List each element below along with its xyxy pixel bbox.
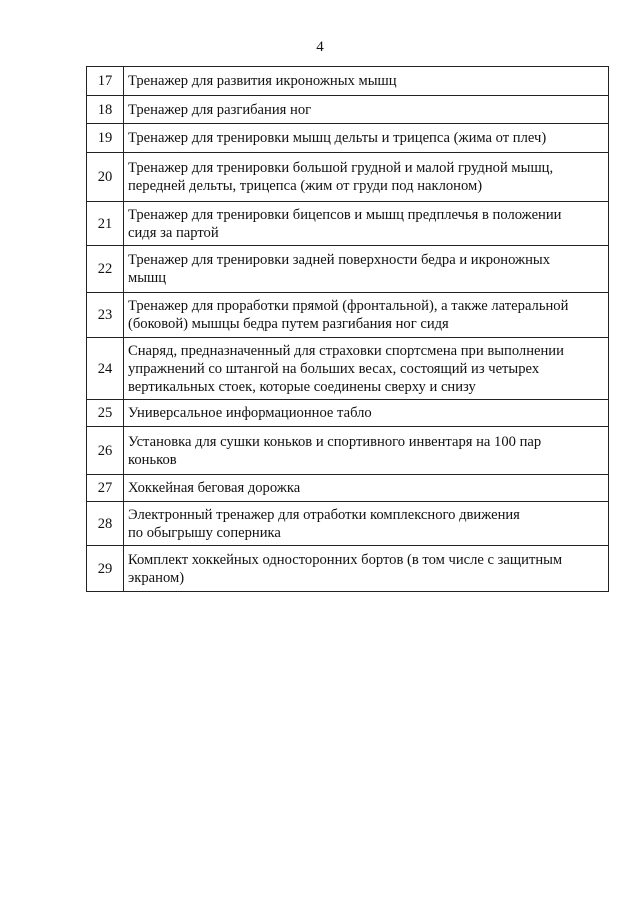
row-number: 26 <box>87 427 124 475</box>
description-line: упражнений со штангой на больших весах, состоящий из четырех <box>128 360 540 377</box>
table-row <box>87 202 609 246</box>
description-line: (боковой) мышцы бедра путем разгибания ног сидя <box>128 316 449 332</box>
equipment-description <box>124 546 609 592</box>
equipment-description <box>124 427 609 475</box>
page-number: 4 <box>316 39 324 55</box>
table-row <box>87 293 609 338</box>
table-row <box>87 124 609 153</box>
equipment-description <box>124 400 609 427</box>
description-line: Универсальное информационное табло <box>128 405 372 421</box>
row-number: 21 <box>87 202 124 246</box>
equipment-description <box>124 338 609 400</box>
table-row <box>87 475 609 502</box>
description-line: экраном) <box>128 569 185 586</box>
row-number: 23 <box>87 293 124 338</box>
description-line: Тренажер для разгибания ног <box>128 101 312 118</box>
description-line: Тренажер для тренировки бицепсов и мышц предплечья в положении <box>128 206 562 223</box>
table-row <box>87 153 609 202</box>
description-line: Хоккейная беговая дорожка <box>128 480 301 496</box>
equipment-description <box>124 202 609 246</box>
row-number: 22 <box>87 246 124 293</box>
description-line: вертикальных стоек, которые соединены сверху и снизу <box>128 378 476 395</box>
row-number: 25 <box>87 400 124 427</box>
description-line: Электронный тренажер для отработки комплексного движения <box>128 506 520 523</box>
table-row <box>87 427 609 475</box>
description-line: Тренажер для тренировки задней поверхности бедра и икроножных <box>128 252 551 268</box>
description-line: мышц <box>128 270 167 286</box>
row-number: 24 <box>87 338 124 400</box>
row-number: 20 <box>87 153 124 202</box>
table-row <box>87 400 609 427</box>
table-row <box>87 502 609 546</box>
row-number: 19 <box>87 124 124 153</box>
row-number: 27 <box>87 475 124 502</box>
equipment-description <box>124 293 609 338</box>
table-row <box>87 546 609 592</box>
equipment-description <box>124 124 609 153</box>
description-line: Комплект хоккейных односторонних бортов (в том числе с защитным <box>128 551 563 568</box>
equipment-description <box>124 96 609 124</box>
description-line: сидя за партой <box>128 224 219 241</box>
equipment-table <box>86 66 609 592</box>
description-line: передней дельты, трицепса (жим от груди под наклоном) <box>128 178 483 194</box>
description-line: Тренажер для тренировки мышц дельты и трицепса (жима от плеч) <box>128 130 547 146</box>
description-line: коньков <box>128 451 177 468</box>
equipment-description <box>124 246 609 293</box>
description-line: Снаряд, предназначенный для страховки спортсмена при выполнении <box>128 342 564 359</box>
table-row <box>87 246 609 293</box>
description-line: Установка для сушки коньков и спортивного инвентаря на 100 пар <box>128 433 542 450</box>
description-line: по обыгрышу соперника <box>128 524 281 541</box>
equipment-description <box>124 153 609 202</box>
description-line: Тренажер для проработки прямой (фронтальной), а также латеральной <box>128 298 569 314</box>
table-row <box>87 338 609 400</box>
equipment-table-body <box>87 67 609 592</box>
row-number: 17 <box>87 67 124 96</box>
row-number: 28 <box>87 502 124 546</box>
equipment-description <box>124 67 609 96</box>
table-row <box>87 96 609 124</box>
row-number: 18 <box>87 96 124 124</box>
row-number: 29 <box>87 546 124 592</box>
equipment-description <box>124 475 609 502</box>
equipment-description <box>124 502 609 546</box>
table-row <box>87 67 609 96</box>
description-line: Тренажер для тренировки большой грудной и малой грудной мышц, <box>128 160 554 176</box>
description-line: Тренажер для развития икроножных мышц <box>128 73 397 89</box>
